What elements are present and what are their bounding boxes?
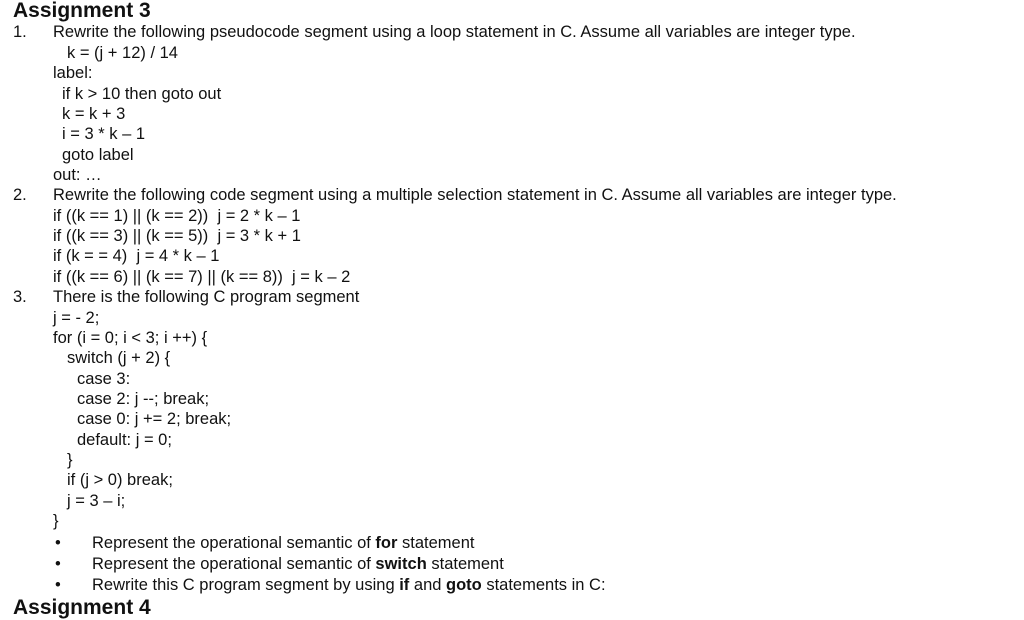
q1-code-line: k = (j + 12) / 14 xyxy=(67,44,178,62)
q3-number: 3. xyxy=(13,288,27,306)
q1-number: 1. xyxy=(13,23,27,41)
q3-code-line: j = - 2; xyxy=(53,309,100,327)
q2-number: 2. xyxy=(13,186,27,204)
bullet-marker: • xyxy=(55,534,61,552)
q3-code-line: } xyxy=(53,512,59,530)
q2-code-line: if ((k == 1) || (k == 2)) j = 2 * k – 1 xyxy=(53,207,301,225)
q3-code-line: case 2: j --; break; xyxy=(77,390,210,408)
q2-code-line: if ((k == 6) || (k == 7) || (k == 8)) j = k – 2 xyxy=(53,268,351,286)
bullet-marker: • xyxy=(55,576,61,594)
assignment-title: Assignment 3 xyxy=(13,0,151,22)
q2-code-line: if (k = = 4) j = 4 * k – 1 xyxy=(53,247,220,265)
q3-code-line: j = 3 – i; xyxy=(67,492,126,510)
q1-code-line: goto label xyxy=(62,146,134,164)
q3-code-line: for (i = 0; i < 3; i ++) { xyxy=(53,329,208,347)
next-assignment-title: Assignment 4 xyxy=(13,596,151,619)
q3-code-line: case 3: xyxy=(77,370,131,388)
q3-code-line: } xyxy=(67,451,73,469)
q2-code-line: if ((k == 3) || (k == 5)) j = 3 * k + 1 xyxy=(53,227,301,245)
q1-code-line: k = k + 3 xyxy=(62,105,126,123)
q3-code-line: if (j > 0) break; xyxy=(67,471,173,489)
q1-code-line: out: … xyxy=(53,166,102,184)
q1-code-line: if k > 10 then goto out xyxy=(62,85,222,103)
q3-code-line: case 0: j += 2; break; xyxy=(77,410,232,428)
q3-prompt: There is the following C program segment xyxy=(53,288,360,306)
bullet-item-switch: Represent the operational semantic of switch statement xyxy=(92,555,504,573)
q3-code-line: default: j = 0; xyxy=(77,431,172,449)
bullet-item-for: Represent the operational semantic of for statement xyxy=(92,534,475,552)
bullet-marker: • xyxy=(55,555,61,573)
q1-code-line: label: xyxy=(53,64,93,82)
q2-prompt: Rewrite the following code segment using a multiple selection statement in C. Assume all variables are integer type. xyxy=(53,186,897,204)
q1-code-line: i = 3 * k – 1 xyxy=(62,125,146,143)
q3-code-line: switch (j + 2) { xyxy=(67,349,171,367)
q1-prompt: Rewrite the following pseudocode segment using a loop statement in C. Assume all variables are integer type. xyxy=(53,23,856,41)
bullet-item-goto: Rewrite this C program segment by using if and goto statements in C: xyxy=(92,576,606,594)
